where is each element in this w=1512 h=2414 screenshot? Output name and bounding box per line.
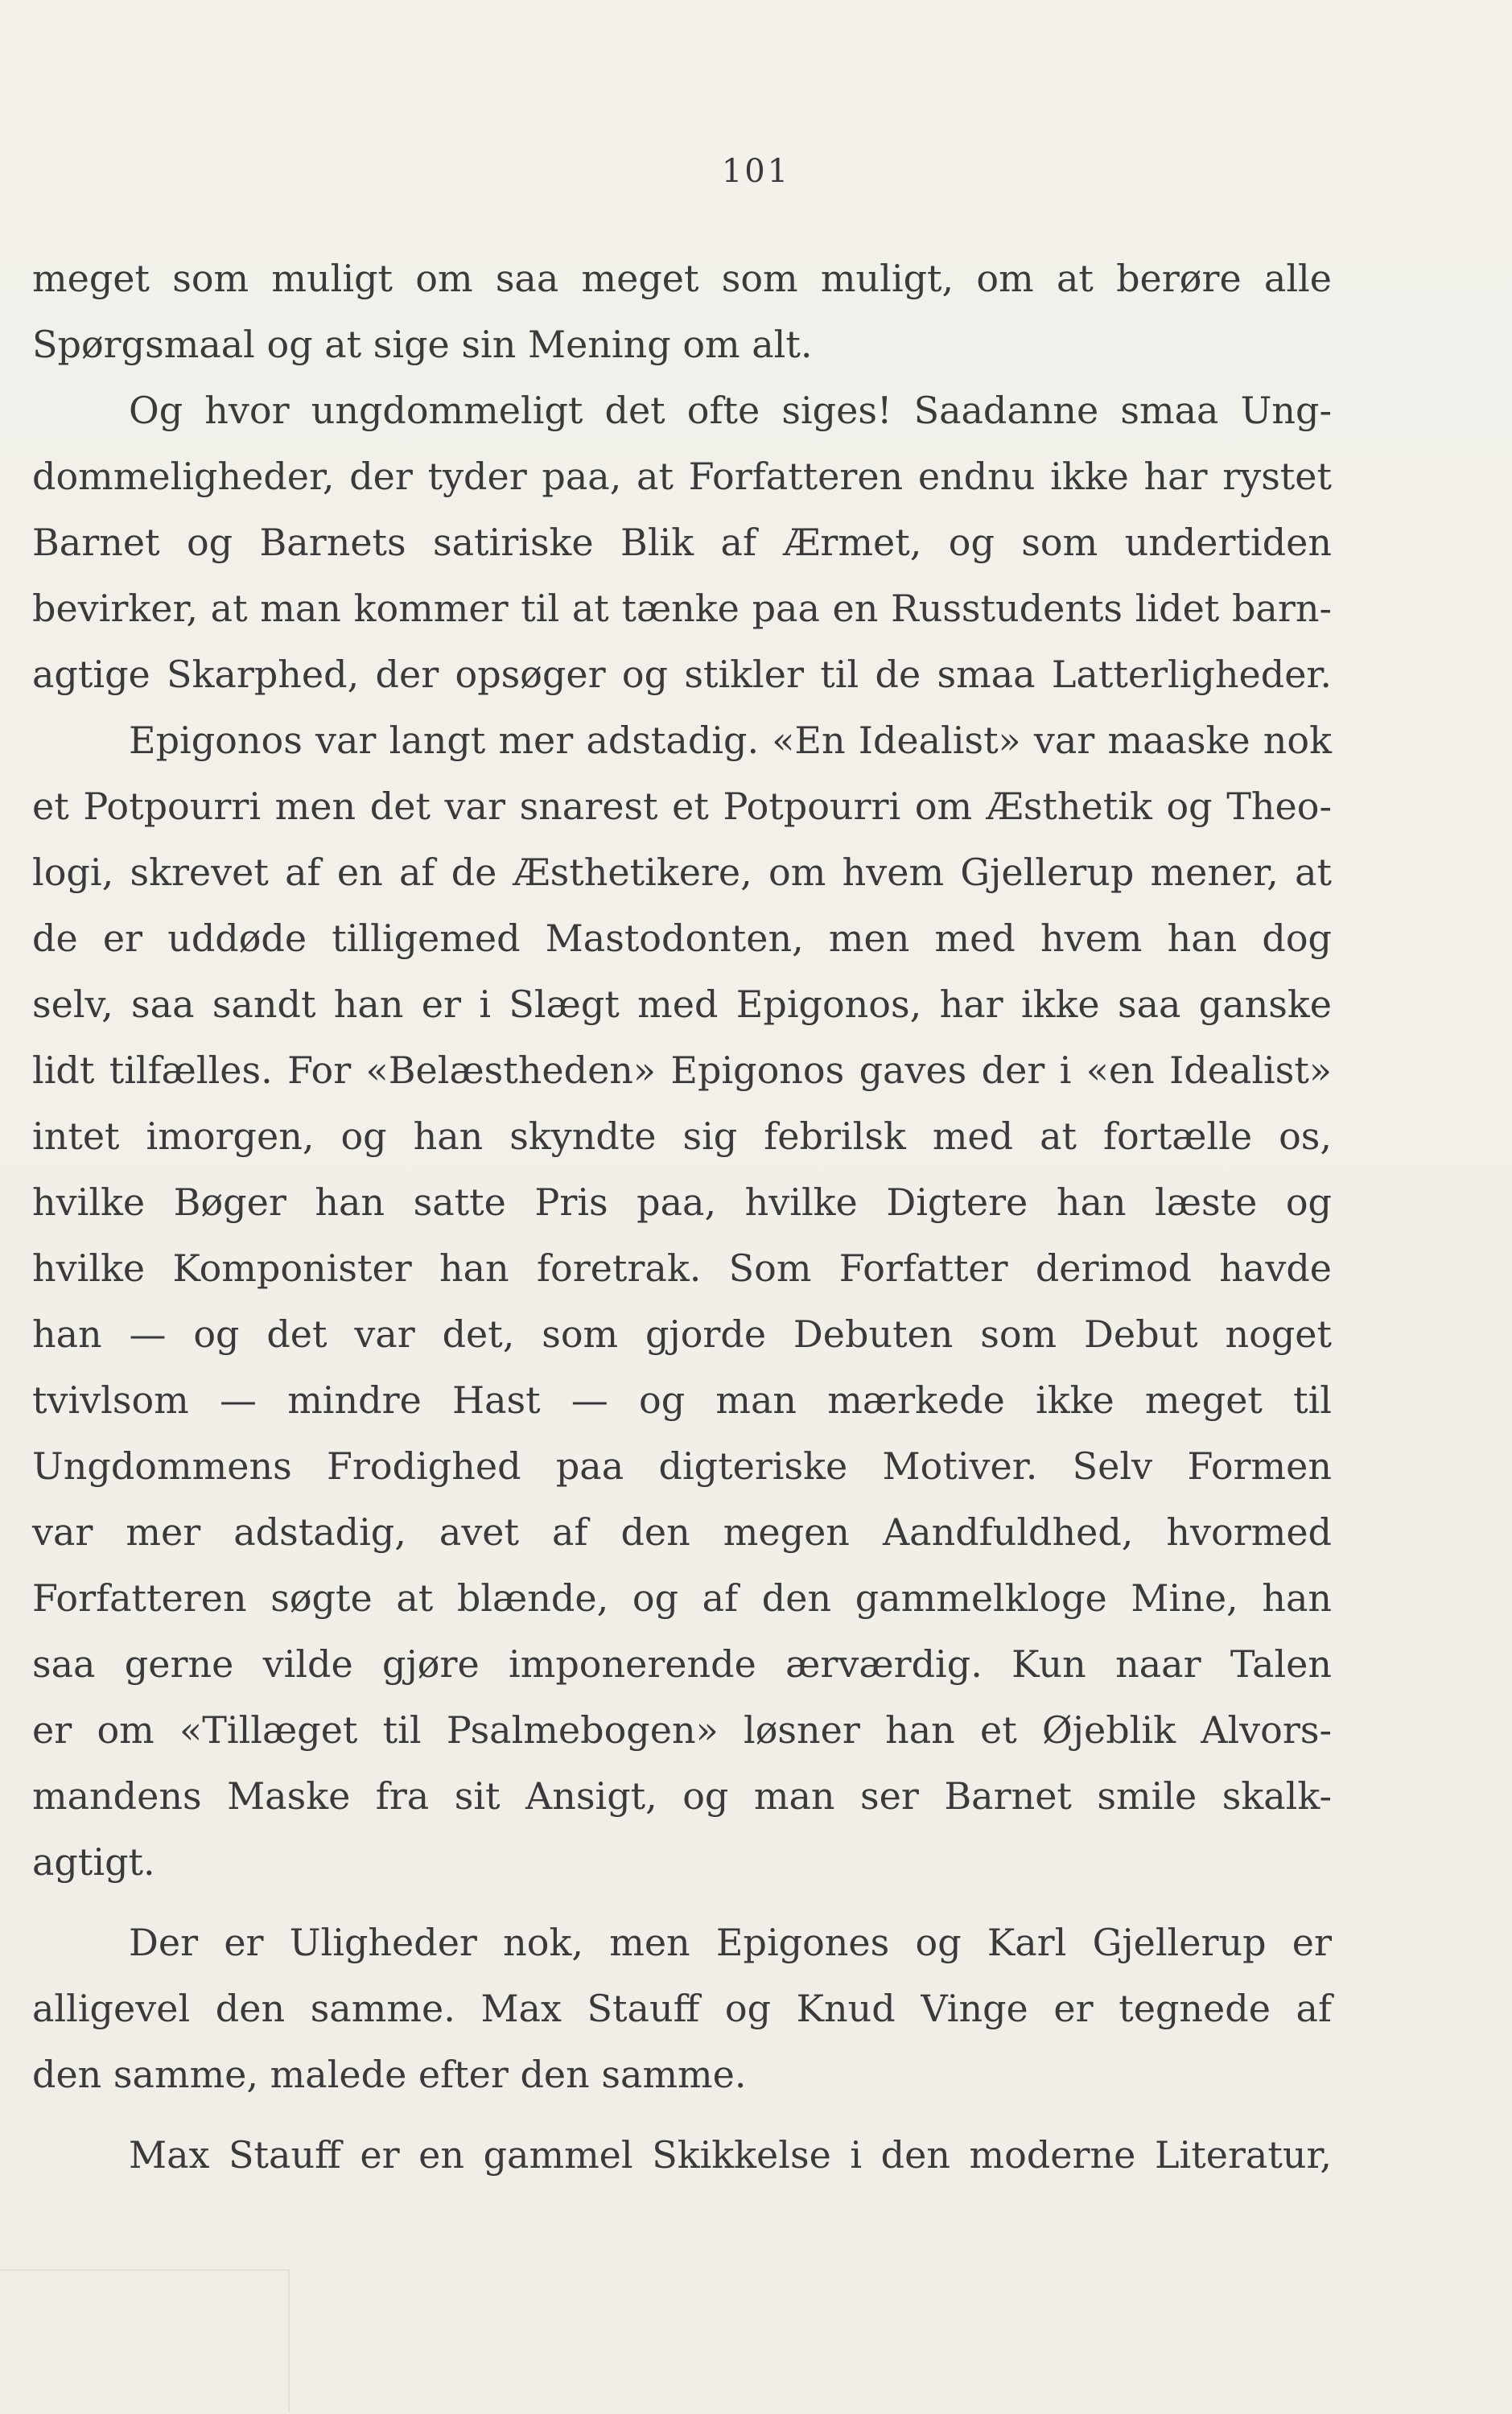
text-line: Epigonos var langt mer adstadig. «En Idealist» var maaske nok: [129, 719, 1332, 762]
text-line: hvilke Bøger han satte Pris paa, hvilke Digtere han læste og: [32, 1180, 1332, 1224]
text-line: Ungdommens Frodighed paa digteriske Motiver. Selv Formen: [32, 1444, 1332, 1488]
text-line: han — og det var det, som gjorde Debuten som Debut noget: [32, 1312, 1332, 1356]
text-line: et Potpourri men det var snarest et Potpourri om Æsthetik og Theo-: [32, 785, 1332, 828]
text-line: lidt tilfælles. For «Belæstheden» Epigonos gaves der i «en Idealist»: [32, 1048, 1332, 1092]
text-line: saa gerne vilde gjøre imponerende ærværdig. Kun naar Talen: [32, 1642, 1332, 1686]
text-line: meget som muligt om saa meget som muligt, om at berøre alle: [32, 257, 1332, 300]
text-line: Spørgsmaal og at sige sin Mening om alt.: [32, 323, 813, 366]
text-line: agtige Skarphed, der opsøger og stikler til de smaa Latterligheder.: [32, 653, 1332, 696]
text-line: bevirker, at man kommer til at tænke paa en Russtudents lidet barn-: [32, 587, 1332, 630]
text-line: selv, saa sandt han er i Slægt med Epigonos, har ikke saa ganske: [32, 982, 1332, 1026]
text-line: Og hvor ungdommeligt det ofte siges! Saadanne smaa Ung-: [129, 389, 1332, 432]
text-line: mandens Maske fra sit Ansigt, og man ser Barnet smile skalk-: [32, 1774, 1332, 1818]
text-line: er om «Tillæget til Psalmebogen» løsner han et Øjeblik Alvors-: [32, 1708, 1332, 1752]
text-line: Barnet og Barnets satiriske Blik af Ærmet, og som undertiden: [32, 521, 1332, 564]
text-line: tvivlsom — mindre Hast — og man mærkede ikke meget til: [32, 1378, 1332, 1422]
text-line: Der er Uligheder nok, men Epigones og Karl Gjellerup er: [129, 1921, 1332, 1964]
page-number: 101: [721, 153, 791, 190]
text-line: hvilke Komponister han foretrak. Som Forfatter derimod havde: [32, 1246, 1332, 1290]
text-line: de er uddøde tilligemed Mastodonten, men med hvem han dog: [32, 917, 1332, 960]
text-line: den samme, malede efter den samme.: [32, 2053, 747, 2096]
text-line: var mer adstadig, avet af den megen Aandfuldhed, hvormed: [32, 1510, 1332, 1554]
text-line: Max Stauff er en gammel Skikkelse i den moderne Literatur,: [129, 2133, 1332, 2177]
body-text: [32, 245, 1332, 2188]
text-line: logi, skrevet af en af de Æsthetikere, om hvem Gjellerup mener, at: [32, 851, 1332, 894]
scan-edge-mark: [0, 2269, 290, 2412]
text-line: agtigt.: [32, 1840, 155, 1884]
text-line: intet imorgen, og han skyndte sig febrilsk med at fortælle os,: [32, 1114, 1332, 1158]
text-line: Forfatteren søgte at blænde, og af den gammelkloge Mine, han: [32, 1576, 1332, 1620]
text-line: dommeligheder, der tyder paa, at Forfatteren endnu ikke har rystet: [32, 455, 1332, 498]
text-line: alligevel den samme. Max Stauff og Knud Vinge er tegnede af: [32, 1987, 1332, 2030]
